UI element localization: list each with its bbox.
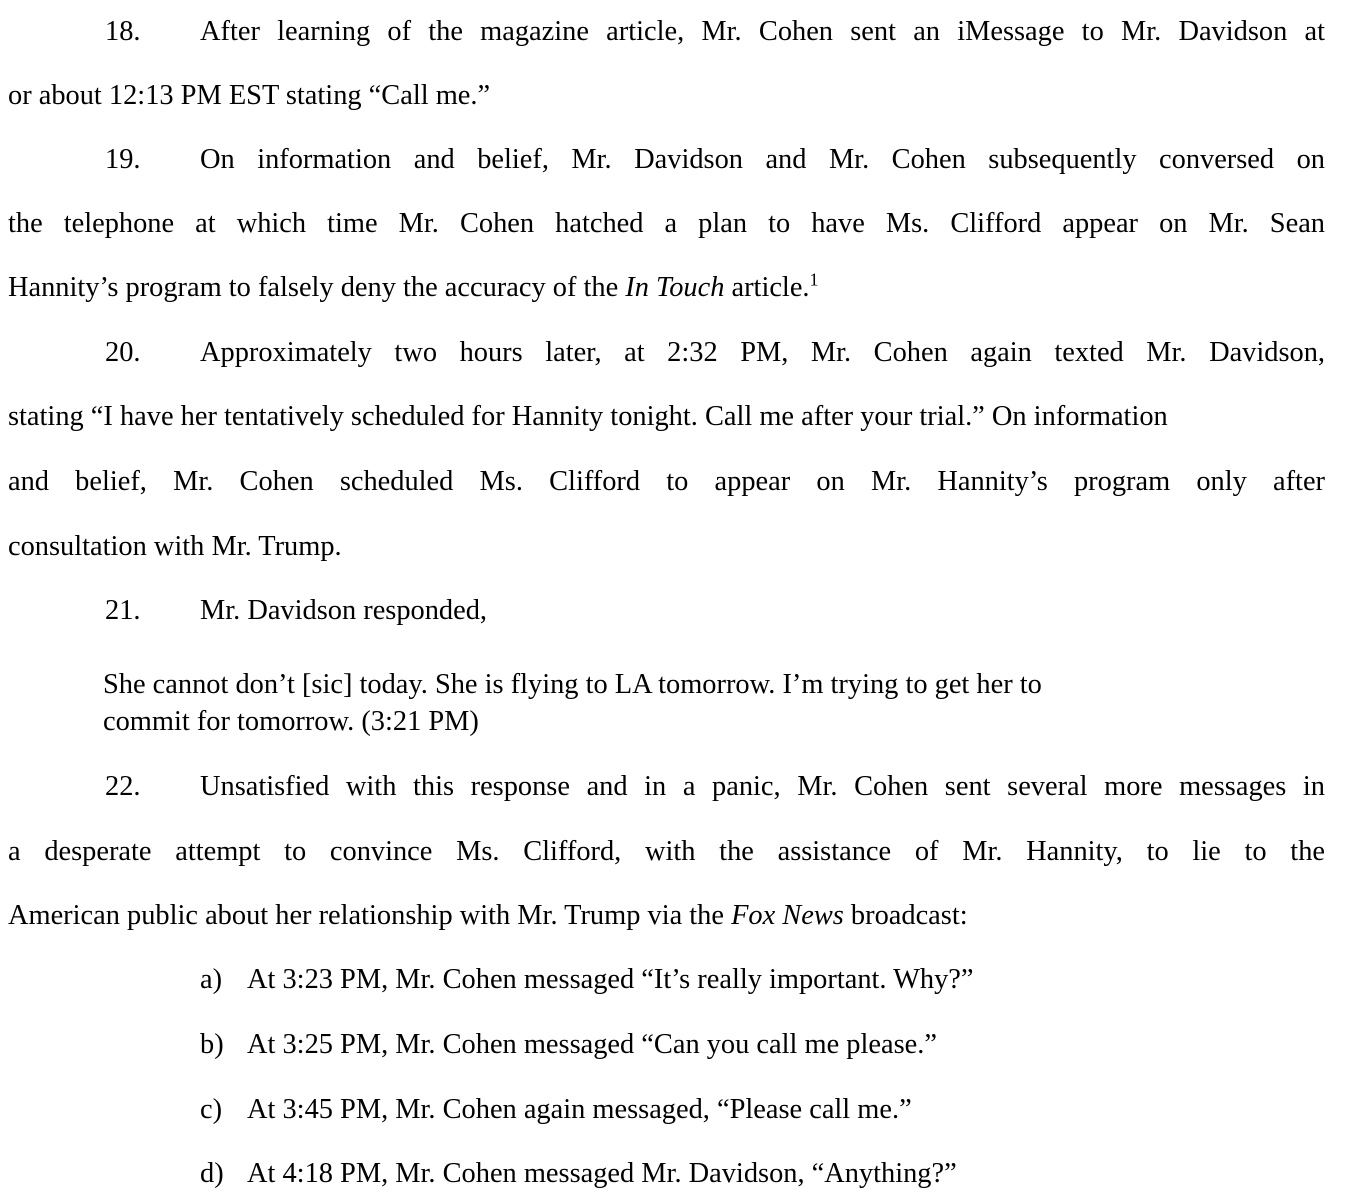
text-run: broadcast: (843, 900, 968, 931)
block-quote-line: She cannot don’t [sic] today. She is flying to LA tomorrow. I’m trying to get her to (103, 669, 1042, 700)
paragraph-number: 19. (105, 144, 141, 175)
paragraph-number: 21. (105, 595, 141, 626)
block-quote-line: commit for tomorrow. (3:21 PM) (103, 706, 479, 737)
paragraph-text-line: the telephone at which time Mr. Cohen hatched a plan to have Ms. Clifford appear on Mr. Sean (8, 208, 1325, 239)
publication-title: Fox News (731, 900, 844, 931)
paragraph-text-line: Unsatisfied with this response and in a panic, Mr. Cohen sent several more messages in (200, 771, 1325, 802)
list-item-text: At 3:45 PM, Mr. Cohen again messaged, “Please call me.” (247, 1094, 912, 1125)
list-item-letter: a) (200, 964, 223, 995)
paragraph-text-line: or about 12:13 PM EST stating “Call me.” (8, 80, 491, 111)
list-item-text: At 3:25 PM, Mr. Cohen messaged “Can you call me please.” (247, 1029, 937, 1060)
paragraph-text-line: Mr. Davidson responded, (200, 595, 488, 626)
paragraph-number: 20. (105, 337, 141, 368)
footnote-reference[interactable]: 1 (809, 269, 819, 290)
text-run: Hannity’s program to falsely deny the accuracy of the (8, 272, 626, 303)
paragraph-number: 18. (105, 16, 141, 47)
paragraph-text-line: consultation with Mr. Trump. (8, 531, 342, 562)
list-item-letter: b) (200, 1029, 224, 1060)
paragraph-text-line: Approximately two hours later, at 2:32 PM, Mr. Cohen again texted Mr. Davidson, (200, 337, 1325, 368)
paragraph-number: 22. (105, 771, 141, 802)
list-item-letter: d) (200, 1158, 224, 1189)
text-run: American public about her relationship with Mr. Trump via the (8, 900, 732, 931)
list-item-letter: c) (200, 1094, 223, 1125)
paragraph-text-line (8, 899, 1325, 933)
publication-title: In Touch (625, 272, 725, 303)
paragraph-text-line (8, 271, 1325, 305)
paragraph-text-line: After learning of the magazine article, Mr. Cohen sent an iMessage to Mr. Davidson at (200, 16, 1325, 47)
text-run: article. (724, 272, 810, 303)
paragraph-text-line: and belief, Mr. Cohen scheduled Ms. Clifford to appear on Mr. Hannity’s program only after (8, 466, 1325, 497)
paragraph-text-line: stating “I have her tentatively scheduled for Hannity tonight. Call me after your trial.” On information (8, 401, 1168, 432)
list-item-text: At 3:23 PM, Mr. Cohen messaged “It’s really important. Why?” (247, 964, 974, 995)
paragraph-text-line: On information and belief, Mr. Davidson and Mr. Cohen subsequently conversed on (200, 144, 1325, 175)
paragraph-text-line: a desperate attempt to convince Ms. Clifford, with the assistance of Mr. Hannity, to lie to the (8, 836, 1325, 867)
list-item-text: At 4:18 PM, Mr. Cohen messaged Mr. Davidson, “Anything?” (247, 1158, 957, 1189)
